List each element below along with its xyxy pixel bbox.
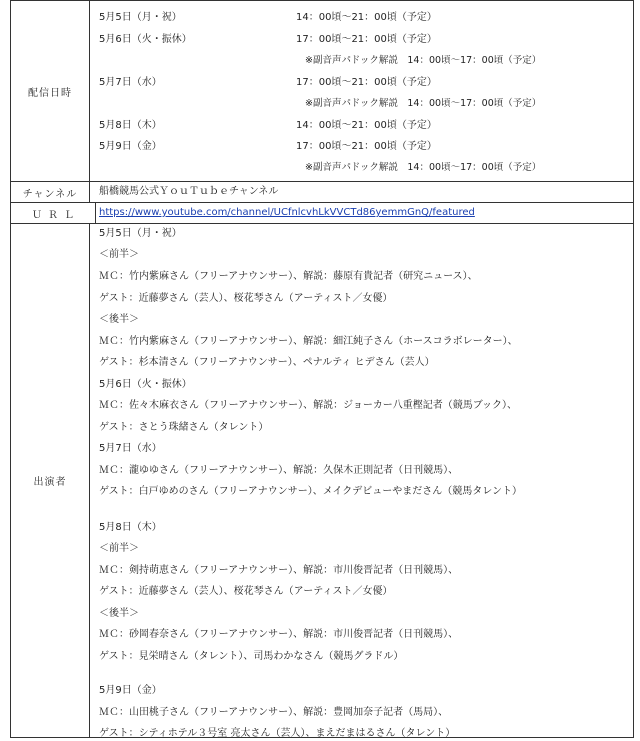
schedule-date: 5月7日（水） bbox=[99, 77, 162, 88]
broadcast-info-table bbox=[10, 0, 634, 738]
channel-row bbox=[11, 181, 633, 202]
schedule-time: 14：00頃～21：00頃（予定） bbox=[296, 120, 437, 131]
cast-line: ゲスト：シティホテル３号室 亮太さん（芸人）、まえだまはるさん（タレント） bbox=[99, 728, 456, 739]
cast-line: ゲスト：近藤夢さん（芸人）、桜花琴さん（アーティスト／女優） bbox=[99, 293, 393, 304]
schedule-time: 17：00頃～21：00頃（予定） bbox=[296, 141, 437, 152]
schedule-entry bbox=[99, 11, 437, 25]
schedule-date: 5月9日（金） bbox=[99, 141, 162, 152]
cast-line: ＜後半＞ bbox=[99, 314, 139, 325]
schedule-row bbox=[11, 1, 633, 181]
schedule-time: 14：00頃～21：00頃（予定） bbox=[296, 12, 437, 23]
cast-line: ゲスト：見栄晴さん（タレント）、司馬わかなさん（競馬グラドル） bbox=[99, 651, 404, 662]
cast-line: 5月9日（金） bbox=[99, 685, 162, 696]
schedule-time: 17：00頃～21：00頃（予定） bbox=[296, 34, 437, 45]
cast-line: ゲスト：近藤夢さん（芸人）、桜花琴さん（アーティスト／女優） bbox=[99, 586, 393, 597]
cast-label: 出演者 bbox=[11, 224, 90, 737]
url-row bbox=[11, 202, 633, 223]
url-line bbox=[99, 206, 475, 220]
channel-value: 船橋競馬公式ＹｏｕＴｕｂｅチャンネル bbox=[99, 186, 279, 197]
cast-line: ＭＣ：竹内紫麻さん（フリーアナウンサー）、解説：細江純子さん（ホースコラボレーター）、 bbox=[99, 336, 518, 347]
cast-row bbox=[11, 223, 633, 737]
schedule-date: 5月8日（木） bbox=[99, 120, 162, 131]
channel-label: チャンネル bbox=[11, 182, 90, 202]
cast-line: 5月7日（水） bbox=[99, 443, 162, 454]
schedule-label: 配信日時 bbox=[11, 1, 90, 181]
schedule-entry bbox=[99, 140, 437, 154]
url-label: ＵＲＬ bbox=[11, 203, 96, 223]
schedule-entry bbox=[99, 76, 437, 90]
cast-line: ＭＣ：瀧ゆゆさん（フリーアナウンサー）、解説：久保木正則記者（日刊競馬）、 bbox=[99, 465, 459, 476]
cast-line: ＜前半＞ bbox=[99, 543, 139, 554]
cast-line: ＭＣ：佐々木麻衣さん（フリーアナウンサー）、解説：ジョーカー八重樫記者（競馬ブック）、 bbox=[99, 400, 517, 411]
schedule-time: 17：00頃～21：00頃（予定） bbox=[296, 77, 437, 88]
schedule-date: 5月6日（火・振休） bbox=[99, 34, 192, 45]
cast-line: ゲスト：白戸ゆめのさん（フリーアナウンサー）、メイクデビューやまださん（競馬タレント） bbox=[99, 486, 523, 497]
cast-line: ＜後半＞ bbox=[99, 608, 139, 619]
cast-content bbox=[91, 224, 633, 737]
cast-line: ＭＣ：剣持萌恵さん（フリーアナウンサー）、解説：市川俊晋記者（日刊競馬）、 bbox=[99, 565, 459, 576]
youtube-channel-link[interactable]: https://www.youtube.com/channel/UCfnlcvhLkVVCTd86yemmGnQ/featured bbox=[99, 207, 475, 218]
cast-line: 5月6日（火・振休） bbox=[99, 379, 192, 390]
schedule-date: 5月5日（月・祝） bbox=[99, 12, 182, 23]
channel-content bbox=[91, 182, 633, 202]
cast-line: ＭＣ：山田桃子さん（フリーアナウンサー）、解説：豊岡加奈子記者（馬局）、 bbox=[99, 707, 449, 718]
cast-line: ゲスト：杉本清さん（フリーアナウンサー）、ペナルティ ヒデさん（芸人） bbox=[99, 357, 435, 368]
schedule-content: 5月5日（月・祝） 14：00頃～21：00頃（予定） 5月6日（火・振休） 17：00頃～21：00頃（予定） ※副音声パドック解説 14：00頃～17：00頃（予定） 5月7日（水） 17：00頃～21：00頃（予定） ※副音声パドック解説 14：00頃～17：00頃（予定） 5月8日（木） 14：00頃～21：00頃（予定） 5月9日（金） 17：00頃～21：00頃（予定） ※副音声パドック解説 14：00頃～17：00頃（予定） bbox=[99, 12, 542, 173]
schedule-entry bbox=[99, 119, 437, 133]
schedule-entry bbox=[99, 33, 437, 47]
cast-line: 5月5日（月・祝） bbox=[99, 228, 182, 239]
cast-line: ＭＣ：砂岡春奈さん（フリーアナウンサー）、解説：市川俊晋記者（日刊競馬）、 bbox=[99, 629, 459, 640]
cast-line: ＜前半＞ bbox=[99, 249, 139, 260]
cast-line: 5月8日（木） bbox=[99, 522, 162, 533]
cast-line: ＭＣ：竹内紫麻さん（フリーアナウンサー）、解説：藤原有貴記者（研究ニュース）、 bbox=[99, 271, 478, 282]
url-content bbox=[91, 203, 633, 223]
cast-line: ゲスト：さとう珠緒さん（タレント） bbox=[99, 422, 269, 433]
